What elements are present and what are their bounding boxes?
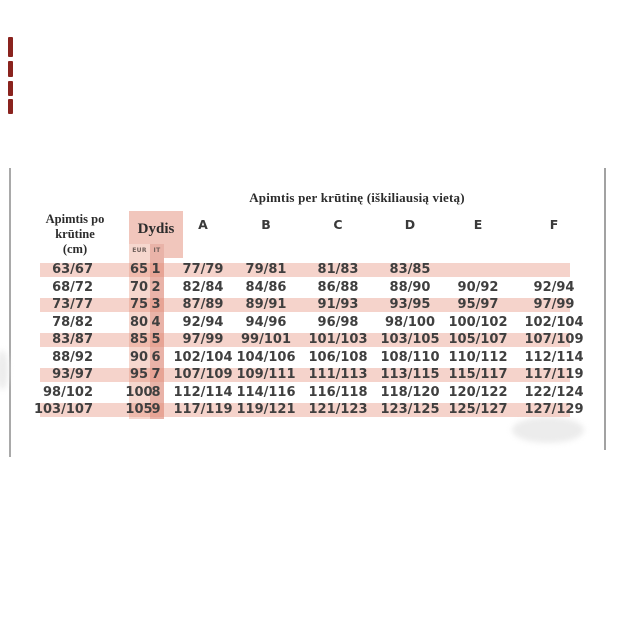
cell-cup-d: 108/110 <box>380 349 440 365</box>
cell-underbust: 88/92 <box>52 349 93 365</box>
cell-cup-f: 117/119 <box>524 367 584 382</box>
underbust-header-line2: krūtine <box>55 227 95 241</box>
table-row <box>0 279 618 297</box>
table-row <box>0 262 618 280</box>
cell-underbust: 63/67 <box>52 262 93 277</box>
cell-cup-d: 93/95 <box>389 297 431 312</box>
underbust-column-header <box>29 212 121 257</box>
cell-cup-d: 103/105 <box>380 332 440 347</box>
cell-cup-a: 107/109 <box>173 367 233 382</box>
cell-cup-d: 118/120 <box>380 384 440 400</box>
row-highlight-band <box>40 263 570 278</box>
cell-it-size: 8 <box>151 384 161 400</box>
cell-it-size: 2 <box>151 279 161 295</box>
cell-cup-f: 122/124 <box>524 384 584 400</box>
cell-underbust: 83/87 <box>52 332 93 347</box>
cell-cup-a: 87/89 <box>182 297 224 312</box>
cell-cup-a: 77/79 <box>182 262 224 277</box>
cell-cup-f: 92/94 <box>533 279 575 295</box>
cell-cup-e: 115/117 <box>448 367 508 382</box>
cell-cup-a: 102/104 <box>173 349 233 365</box>
cell-eur-size: 75 <box>129 297 149 312</box>
cell-cup-a: 82/84 <box>182 279 224 295</box>
cell-cup-f: 107/109 <box>524 332 584 347</box>
table-row <box>0 402 618 420</box>
cell-eur-size: 80 <box>129 314 149 330</box>
cell-cup-c: 91/93 <box>317 297 359 312</box>
cup-header-f: F <box>549 217 559 232</box>
cell-underbust: 73/77 <box>52 297 93 312</box>
cell-underbust: 103/107 <box>33 402 93 417</box>
cell-underbust: 78/82 <box>52 314 93 330</box>
cell-cup-e: 125/127 <box>448 402 508 417</box>
it-subheader: IT <box>153 247 161 254</box>
cell-cup-b: 79/81 <box>245 262 287 277</box>
cell-cup-d: 113/115 <box>380 367 440 382</box>
cell-cup-e: 90/92 <box>457 279 499 295</box>
cell-underbust: 93/97 <box>52 367 93 382</box>
cell-eur-size: 65 <box>129 262 149 277</box>
cell-it-size: 4 <box>151 314 161 330</box>
cup-header-e: E <box>473 217 483 232</box>
cell-underbust: 98/102 <box>43 384 93 400</box>
cell-cup-f: 102/104 <box>524 314 584 330</box>
cell-cup-f: 127/129 <box>524 402 584 417</box>
cup-header-c: C <box>333 217 343 232</box>
cell-cup-d: 98/100 <box>385 314 435 330</box>
cell-it-size: 9 <box>151 402 161 417</box>
cup-header-a: A <box>198 217 208 232</box>
cup-header-b: B <box>261 217 271 232</box>
cell-eur-size: 85 <box>129 332 149 347</box>
cell-cup-f: 112/114 <box>524 349 584 365</box>
cell-cup-a: 117/119 <box>173 402 233 417</box>
cell-cup-b: 104/106 <box>236 349 296 365</box>
table-row <box>0 349 618 367</box>
cell-cup-b: 84/86 <box>245 279 287 295</box>
cell-cup-c: 121/123 <box>308 402 368 417</box>
cell-cup-c: 106/108 <box>308 349 368 365</box>
cell-cup-d: 123/125 <box>380 402 440 417</box>
table-row <box>0 367 618 385</box>
cell-eur-size: 70 <box>129 279 149 295</box>
cell-cup-a: 97/99 <box>182 332 224 347</box>
red-edge-mark <box>8 37 13 57</box>
cell-cup-b: 114/116 <box>236 384 296 400</box>
cell-cup-d: 88/90 <box>389 279 431 295</box>
cell-it-size: 1 <box>151 262 161 277</box>
cell-cup-e: 100/102 <box>448 314 508 330</box>
table-row <box>0 314 618 332</box>
cell-eur-size: 90 <box>129 349 149 365</box>
cell-eur-size: 105 <box>125 402 153 417</box>
scan-smudge-bottom-right <box>512 417 584 443</box>
cell-cup-b: 94/96 <box>245 314 287 330</box>
cell-eur-size: 95 <box>129 367 149 382</box>
cell-cup-c: 116/118 <box>308 384 368 400</box>
cell-cup-e: 95/97 <box>457 297 499 312</box>
cell-eur-size: 100 <box>125 384 153 400</box>
size-column-header: Dydis <box>129 211 183 258</box>
cell-cup-e: 120/122 <box>448 384 508 400</box>
underbust-header-line3: (cm) <box>62 242 88 256</box>
cell-cup-a: 112/114 <box>173 384 233 400</box>
cell-cup-b: 109/111 <box>236 367 296 382</box>
cell-cup-d: 83/85 <box>389 262 431 277</box>
cell-it-size: 5 <box>151 332 161 347</box>
table-row <box>0 332 618 350</box>
cell-cup-b: 89/91 <box>245 297 287 312</box>
cell-cup-f: 97/99 <box>533 297 575 312</box>
cell-cup-e: 110/112 <box>448 349 508 365</box>
cell-it-size: 6 <box>151 349 161 365</box>
cell-cup-c: 101/103 <box>308 332 368 347</box>
cup-header-d: D <box>404 217 416 232</box>
cell-cup-b: 99/101 <box>241 332 291 347</box>
red-edge-mark <box>8 99 13 114</box>
cell-cup-c: 81/83 <box>317 262 359 277</box>
red-edge-mark <box>8 61 13 77</box>
cell-cup-c: 111/113 <box>308 367 368 382</box>
cell-cup-e: 105/107 <box>448 332 508 347</box>
table-row <box>0 297 618 315</box>
cell-cup-c: 96/98 <box>317 314 359 330</box>
underbust-header-line1: Apimtis po <box>45 212 105 226</box>
table-title: Apimtis per krūtinę (iškiliausią vietą) <box>249 190 465 205</box>
eur-subheader: EUR <box>132 247 147 254</box>
red-edge-mark <box>8 81 13 96</box>
table-row <box>0 384 618 402</box>
cell-cup-b: 119/121 <box>236 402 296 417</box>
cell-it-size: 7 <box>151 367 161 382</box>
cell-cup-a: 92/94 <box>182 314 224 330</box>
cell-cup-c: 86/88 <box>317 279 359 295</box>
cell-it-size: 3 <box>151 297 161 312</box>
cell-underbust: 68/72 <box>52 279 93 295</box>
